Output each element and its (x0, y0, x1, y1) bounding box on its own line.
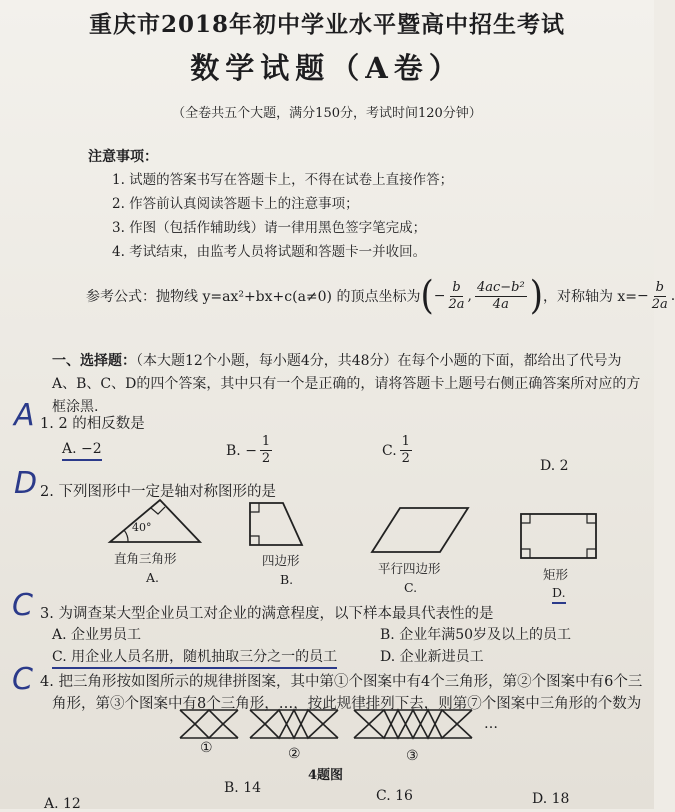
comma: , (467, 288, 472, 304)
q4-stem-line-1: 4. 把三角形按如图所示的规律拼图案，其中第①个图案中有4个三角形，第②个图案中有6个三 (40, 674, 643, 690)
q2-angle-label: 40° (132, 521, 152, 534)
q2-label-d: 矩形 (543, 567, 569, 582)
q1-option-c-prefix: C. (382, 442, 397, 459)
q3-option-c-text: C. 用企业人员名册，随机抽取三分之一的员工 (52, 649, 337, 669)
q4-stem-line-2: 角形，第③个图案中有8个三角形，…，按此规律排列下去，则第⑦个图案中三角形的个数为 (52, 696, 642, 712)
q2-label-c: 平行四边形 (378, 561, 441, 576)
q2-label-b: 四边形 (262, 553, 300, 568)
q4-ellipsis: … (484, 716, 498, 732)
frac3-numerator: b (655, 279, 664, 295)
q2-letter-b: B. (280, 572, 294, 587)
q2-letter-d-text: D. (552, 585, 566, 604)
open-paren: ( (420, 273, 434, 319)
q1-handwritten-mark: A (14, 398, 35, 433)
q1-option-b-prefix: B. − (226, 442, 257, 459)
axis-fraction (652, 280, 668, 313)
q4-figure-label-2: ② (288, 746, 301, 762)
q4-pattern-2 (250, 710, 338, 738)
frac2-denominator: 4a (492, 296, 509, 312)
quadrilateral-shape (250, 503, 302, 545)
formula-prefix: 参考公式：抛物线 y=ax²+bx+c(a≠0) 的顶点坐标为 (86, 289, 421, 305)
notice-item-2: 2. 作答前认真阅读答题卡上的注意事项； (112, 196, 359, 212)
q4-figure-label-1: ① (200, 740, 213, 756)
parallelogram-shape (372, 508, 468, 552)
q1-c-den: 2 (401, 451, 410, 466)
q2-letter-c: C. (404, 580, 418, 595)
close-paren: ) (529, 273, 543, 319)
frac1-denominator: 2a (448, 296, 465, 312)
q2-stem: 2. 下列图形中一定是轴对称图形的是 (40, 484, 276, 500)
rectangle-shape (521, 514, 596, 558)
notice-item-3: 3. 作图（包括作辅助线）请一律用黑色签字笔完成； (112, 220, 427, 236)
q3-handwritten-mark: C (12, 588, 33, 623)
q4-handwritten-mark: C (12, 662, 33, 697)
q2-label-a: 直角三角形 (114, 551, 177, 566)
q4-option-d: D. 18 (532, 791, 570, 807)
q4-option-c: C. 16 (376, 788, 413, 804)
q2-letter-d (552, 585, 566, 600)
q4-option-b: B. 14 (224, 780, 262, 796)
exam-subtitle: 数学试题（A卷） (190, 51, 464, 85)
notice-item-1: 1. 试题的答案书写在答题卡上，不得在试卷上直接作答； (112, 172, 454, 188)
q4-pattern-figures (180, 710, 472, 738)
frac3-denominator: 2a (651, 296, 668, 312)
exam-note: （全卷共五个大题，满分150分，考试时间120分钟） (172, 106, 482, 121)
q4-option-a: A. 12 (44, 796, 81, 812)
q3-stem: 3. 为调查某大型企业员工对企业的满意程度，以下样本最具代表性的是 (40, 606, 494, 622)
q4-pattern-3 (354, 710, 472, 738)
q1-stem: 1. 2 的相反数是 (40, 416, 145, 432)
q1-option-a-text: A. −2 (62, 441, 102, 461)
notice-item-4: 4. 考试结束，由监考人员将试题和答题卡一并收回。 (112, 244, 427, 260)
section-1-heading: 一、选择题： (52, 353, 136, 369)
q3-option-b: B. 企业年满50岁及以上的员工 (380, 627, 572, 643)
formula-suffix: . (670, 288, 675, 304)
q3-option-c (52, 646, 337, 666)
q4-caption: 4题图 (308, 768, 344, 783)
q1-option-d: D. 2 (540, 458, 569, 474)
q1-b-den: 2 (261, 451, 271, 466)
notice-heading: 注意事项： (88, 149, 158, 165)
q3-option-d: D. 企业新进员工 (380, 649, 484, 665)
frac3-sign: − (637, 288, 649, 304)
q1-c-num: 1 (401, 434, 410, 449)
frac1-sign: − (433, 288, 446, 304)
q2-handwritten-mark: D (14, 466, 38, 501)
right-triangle-shape (110, 500, 200, 542)
frac1-numerator: b (452, 279, 461, 295)
q4-figure-label-3: ③ (406, 748, 419, 764)
q1-b-num: 1 (261, 434, 271, 449)
q2-letter-a: A. (146, 570, 160, 585)
frac2-numerator: 4ac−b² (476, 279, 525, 295)
formula-middle: ，对称轴为 x= (542, 289, 638, 305)
q3-option-a: A. 企业男员工 (52, 627, 142, 643)
exam-title: 重庆市2018年初中学业水平暨高中招生考试 (88, 11, 565, 38)
q4-pattern-1 (180, 710, 238, 738)
section-1-text: （本大题12个小题，每小题4分，共48分）在每个小题的下面，都给出了代号为A、B、C、D的四个答案，其中只有一个是正确的，请将答题卡上题号右侧正确答案所对应的方框涂黑. (52, 353, 641, 415)
